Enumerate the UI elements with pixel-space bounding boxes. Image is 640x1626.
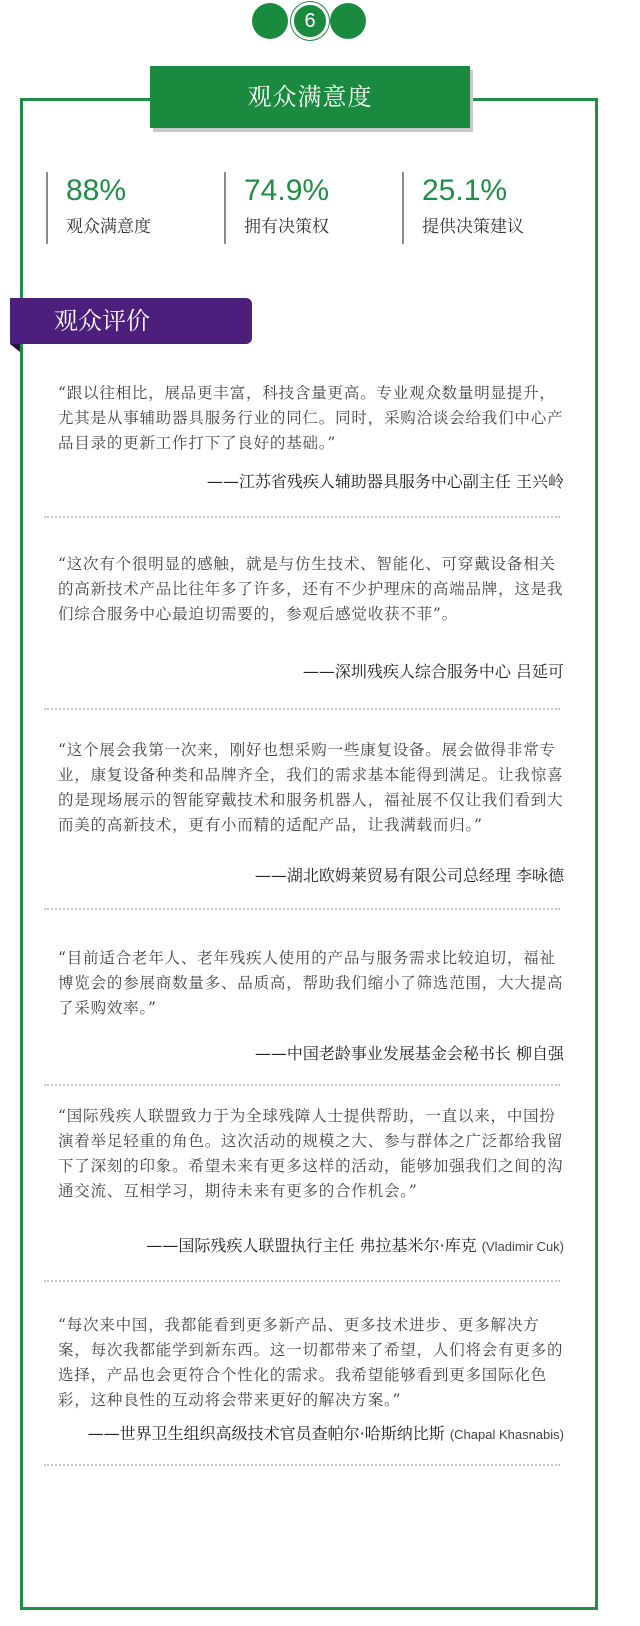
stat-value: 25.1%	[422, 174, 508, 207]
section-number: 6	[291, 2, 329, 40]
review-divider	[44, 1084, 560, 1086]
review-divider	[44, 1280, 560, 1282]
attribution-name: ——中国老龄事业发展基金会秘书长 柳自强	[254, 1044, 564, 1063]
stat-label: 提供决策建议	[422, 217, 524, 237]
review-attribution	[44, 470, 564, 495]
attribution-name: ——世界卫生组织高级技术官员查帕尔·哈斯纳比斯	[87, 1424, 450, 1443]
stat-decision-advice	[402, 172, 580, 244]
stat-value: 74.9%	[244, 174, 330, 207]
stat-label: 拥有决策权	[244, 217, 329, 237]
review-quote: “国际残疾人联盟致力于为全球残障人士提供帮助，一直以来，中国扮演着举足轻重的角色。这次活动的规模之大、参与群体之广泛都给我留下了深刻的印象。希望未来有更多这样的活动，能够加强我们之间的沟通交流、互相学习，期待未来有更多的合作机会。”	[58, 1107, 564, 1200]
review-divider	[44, 516, 560, 518]
review-quote: “每次来中国，我都能看到更多新产品、更多技术进步、更多解决方案，每次我都能学到新东西。这一切都带来了希望，人们将会有更多的选择，产品也会更符合个性化的需求。我希望能够看到更多国际化色彩，这种良性的互动将会带来更好的解决方案。”	[58, 1316, 564, 1409]
attribution-english-name: (Vladimir Cuk)	[481, 1239, 564, 1254]
review-quote: “目前适合老年人、老年残疾人使用的产品与服务需求比较迫切，福祉博览会的参展商数量多、品质高，帮助我们缩小了筛选范围，大大提高了采购效率。”	[58, 949, 564, 1017]
attribution-name: ——湖北欧姆莱贸易有限公司总经理 李咏德	[254, 866, 564, 885]
review-quote: “这次有个很明显的感触，就是与仿生技术、智能化、可穿戴设备相关的高新技术产品比往年多了许多，还有不少护理床的高端品牌，这是我们综合服务中心最迫切需要的，参观后感觉收获不菲”。	[58, 555, 564, 623]
stat-satisfaction	[46, 172, 224, 244]
review-divider	[44, 908, 560, 910]
stat-value: 88%	[66, 174, 127, 207]
review-divider	[44, 708, 560, 710]
review-attribution	[44, 864, 564, 889]
review-attribution	[44, 1042, 564, 1067]
review-attribution	[44, 1422, 564, 1447]
review-quote: “这个展会我第一次来，刚好也想采购一些康复设备。展会做得非常专业，康复设备种类和品牌齐全，我们的需求基本能得到满足。让我惊喜的是现场展示的智能穿戴技术和服务机器人，福祉展不仅让我们看到大而美的高新技术，更有小而精的适配产品，让我满载而归。”	[58, 741, 564, 834]
review-attribution	[44, 1234, 564, 1259]
section-badge	[252, 0, 368, 38]
stat-label: 观众满意度	[66, 217, 151, 237]
reviews-heading-fold	[10, 344, 20, 352]
attribution-english-name: (Chapal Khasnabis)	[449, 1427, 564, 1442]
attribution-name: ——深圳残疾人综合服务中心 吕延可	[302, 662, 564, 681]
stat-decision-power	[224, 172, 402, 244]
review-attribution	[44, 660, 564, 685]
attribution-name: ——国际残疾人联盟执行主任 弗拉基米尔·库克	[146, 1236, 482, 1255]
attribution-name: ——江苏省残疾人辅助器具服务中心副主任 王兴岭	[206, 472, 564, 491]
review-divider	[44, 1464, 560, 1466]
review-quote: “跟以往相比，展品更丰富，科技含量更高。专业观众数量明显提升，尤其是从事辅助器具服务行业的同仁。同时，采购洽谈会给我们中心产品目录的更新工作打下了良好的基础。”	[58, 384, 564, 452]
reviews-heading: 观众评价	[10, 298, 252, 344]
page-title: 观众满意度	[150, 66, 470, 128]
badge-dot-right	[330, 3, 366, 39]
badge-dot-left	[252, 3, 288, 39]
